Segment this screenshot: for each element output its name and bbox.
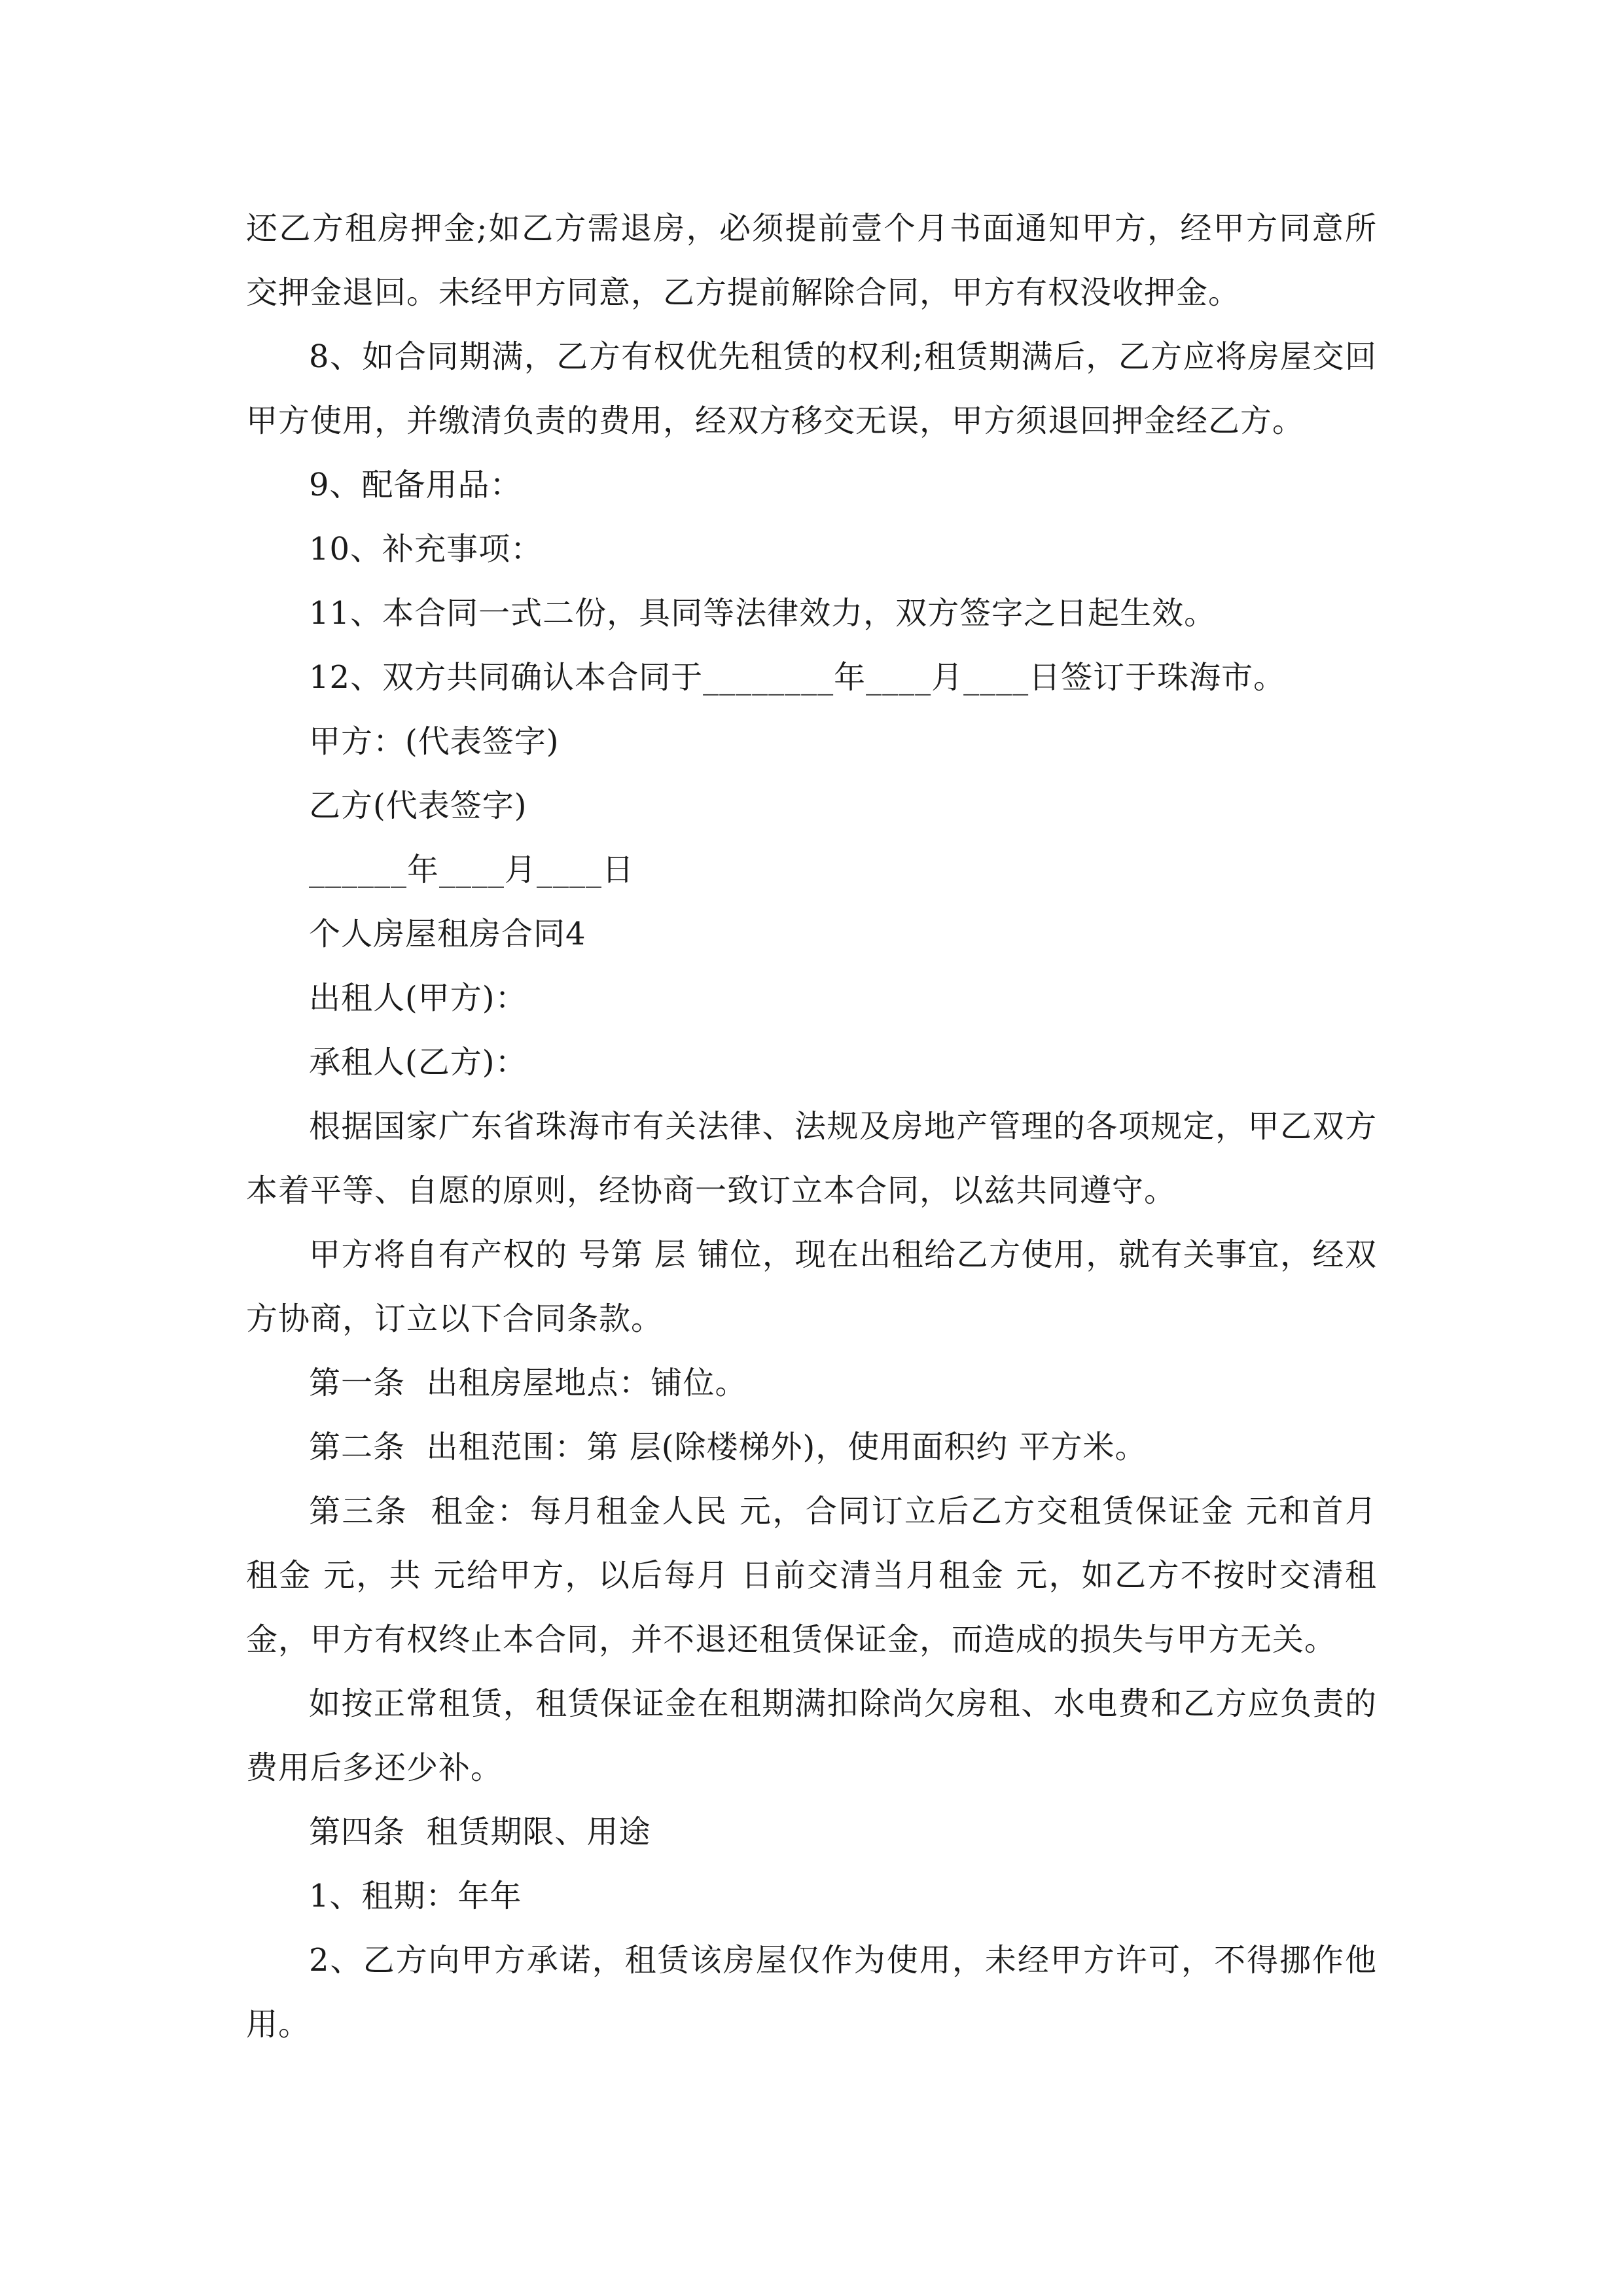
article-4-item-2: 2、乙方向甲方承诺，租赁该房屋仅作为使用，未经甲方许可，不得挪作他用。 [246, 1942, 1377, 2043]
article-4-item-1: 1、租期：年年 [309, 1878, 522, 1914]
paragraph-clause-10: 10、补充事项： [309, 531, 543, 567]
paragraph-property-intro: 甲方将自有产权的 号第 层 铺位，现在出租给乙方使用，就有关事宜，经双方协商，订立以下合同条款。 [246, 1236, 1377, 1337]
signature-date: ______年____月____日 [309, 852, 635, 888]
paragraph-deposit-return: 还乙方租房押金;如乙方需退房，必须提前壹个月书面通知甲方，经甲方同意所交押金退回。未经甲方同意，乙方提前解除合同，甲方有权没收押金。 [246, 210, 1377, 311]
paragraph-clause-8: 8、如合同期满，乙方有权优先租赁的权利;租赁期满后，乙方应将房屋交回甲方使用，并缴清负责的费用，经双方移交无误，甲方须退回押金经乙方。 [246, 338, 1377, 439]
paragraph-deposit-settlement: 如按正常租赁，租赁保证金在租期满扣除尚欠房租、水电费和乙方应负责的费用后多还少补。 [246, 1685, 1377, 1786]
article-2: 第二条 出租范围：第 层(除楼梯外)，使用面积约 平方米。 [309, 1429, 1147, 1465]
article-3: 第三条 租金：每月租金人民 元，合同订立后乙方交租赁保证金 元和首月租金 元，共 元给甲方，以后每月 日前交清当月租金 元，如乙方不按时交清租金，甲方有权终止本合同，并不退还租赁保证金，而造成的损失与甲方无关。 [246, 1493, 1377, 1658]
paragraph-clause-12: 12、双方共同确认本合同于________年____月____日签订于珠海市。 [309, 659, 1286, 696]
lessor-label: 出租人(甲方)： [309, 980, 527, 1016]
paragraph-clause-9: 9、配备用品： [309, 467, 522, 503]
contract-4-title: 个人房屋租房合同4 [309, 916, 586, 952]
article-1: 第一条 出租房屋地点：铺位。 [309, 1365, 747, 1401]
article-4-heading: 第四条 租赁期限、用途 [309, 1814, 651, 1850]
lessee-label: 承租人(乙方)： [309, 1044, 527, 1081]
signature-party-b: 乙方(代表签字) [309, 787, 527, 824]
paragraph-preamble: 根据国家广东省珠海市有关法律、法规及房地产管理的各项规定，甲乙双方本着平等、自愿的原则，经协商一致订立本合同，以兹共同遵守。 [246, 1108, 1377, 1209]
signature-party-a: 甲方：(代表签字) [309, 723, 560, 760]
contract-body [246, 196, 1377, 2056]
paragraph-clause-11: 11、本合同一式二份，具同等法律效力，双方签字之日起生效。 [309, 595, 1217, 632]
